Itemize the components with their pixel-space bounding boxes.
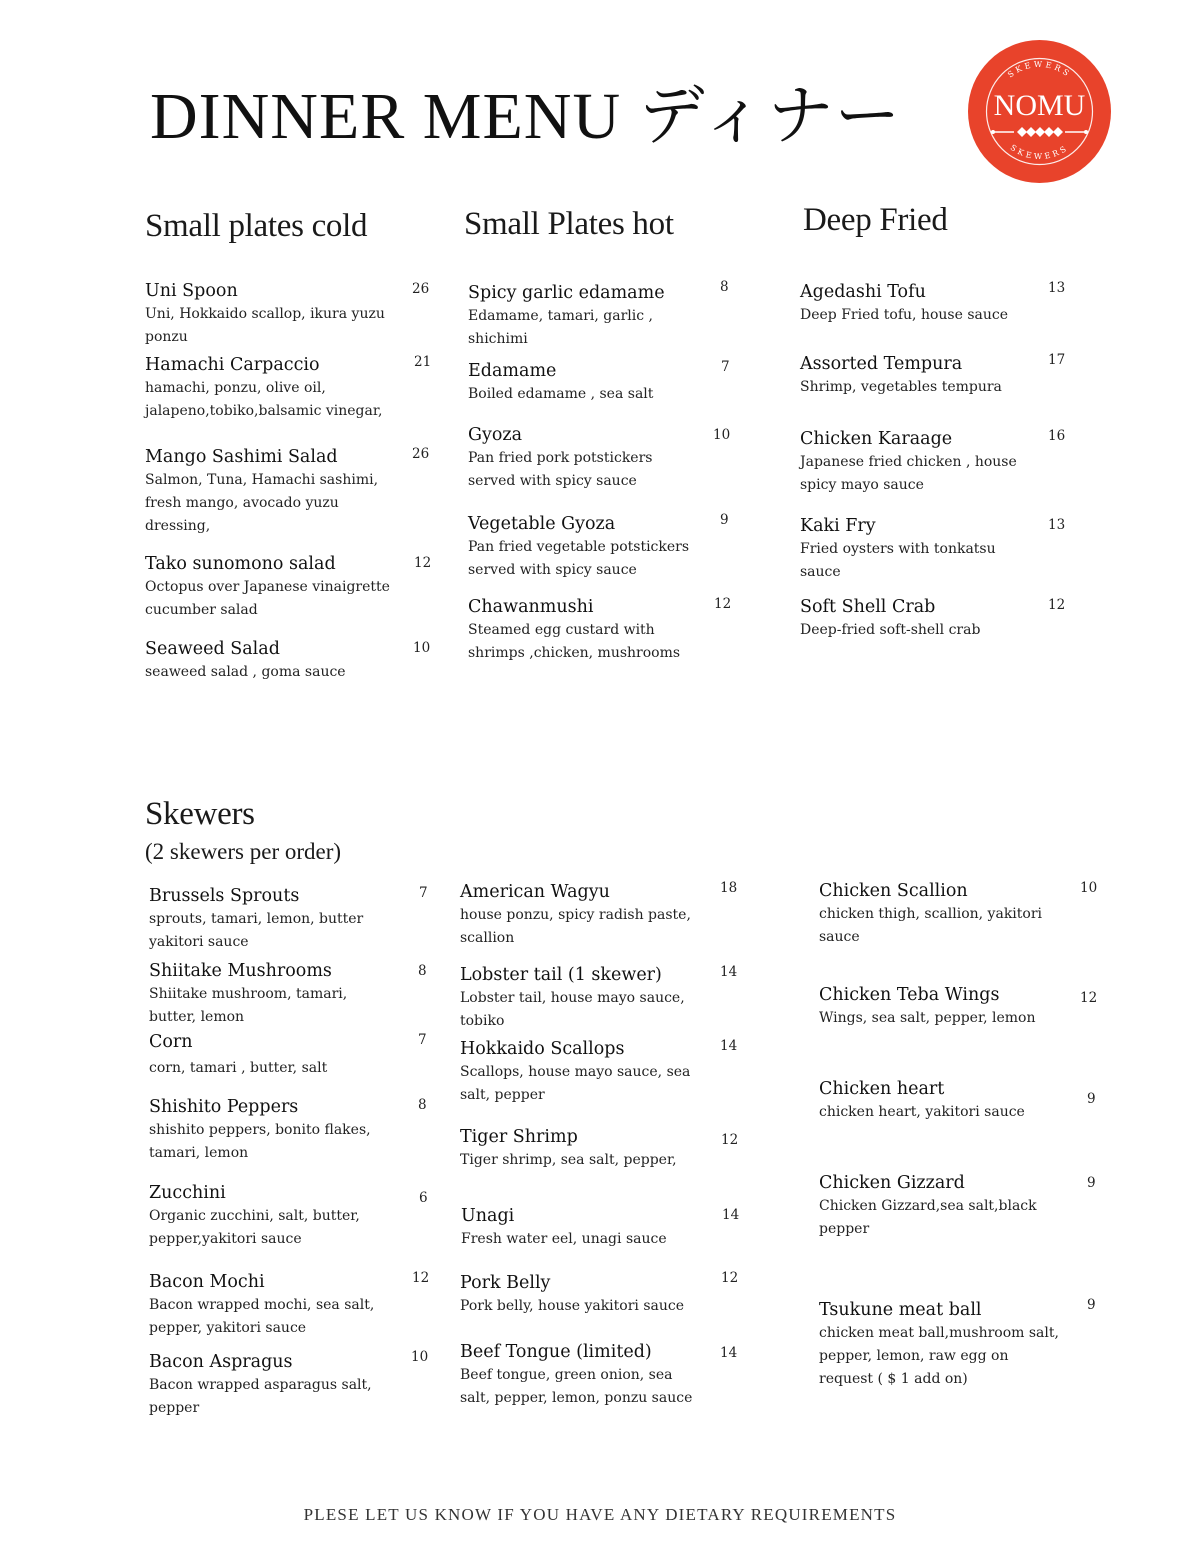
item-description: Beef tongue, green onion, sea salt, pepper, lemon, ponzu sauce <box>460 1367 693 1406</box>
item-price: 10 <box>413 640 431 656</box>
menu-item <box>460 1126 700 1172</box>
item-name: Lobster tail (1 skewer) <box>460 965 662 985</box>
item-name: Zucchini <box>149 1183 226 1203</box>
item-name: Soft Shell Crab <box>800 597 936 617</box>
item-price: 9 <box>720 512 729 528</box>
item-description: Uni, Hokkaido scallop, ikura yuzu ponzu <box>145 306 385 345</box>
item-price: 10 <box>713 427 731 443</box>
item-description: Shiitake mushroom, tamari, butter, lemon <box>149 986 348 1025</box>
menu-item <box>468 360 703 406</box>
menu-item <box>819 1078 1059 1124</box>
menu-item <box>145 553 395 622</box>
menu-item <box>460 964 700 1033</box>
item-price: 9 <box>1087 1175 1096 1191</box>
menu-title: DINNER MENU ディナー <box>150 80 902 153</box>
item-description: Pork belly, house yakitori sauce <box>460 1298 685 1314</box>
menu-item <box>149 1182 389 1251</box>
item-name: Hokkaido Scallops <box>460 1039 625 1059</box>
item-description: Octopus over Japanese vinaigrette cucumber salad <box>145 579 390 618</box>
menu-item <box>149 885 389 954</box>
item-name: Gyoza <box>468 425 523 445</box>
item-price: 26 <box>412 281 430 297</box>
item-name: Uni Spoon <box>145 281 238 301</box>
item-description: chicken meat ball,mushroom salt, pepper, lemon, raw egg on request ( $ 1 add on) <box>819 1325 1059 1387</box>
menu-item <box>819 1172 1059 1241</box>
item-name: Kaki Fry <box>800 516 876 536</box>
item-name: American Wagyu <box>460 882 610 902</box>
menu-item <box>819 880 1059 949</box>
item-name: Beef Tongue (limited) <box>460 1342 652 1362</box>
logo-name: NOMU <box>993 89 1086 122</box>
menu-item <box>149 960 389 1029</box>
item-name: Brussels Sprouts <box>149 886 300 906</box>
menu-item <box>800 596 1035 642</box>
menu-item <box>468 513 708 582</box>
item-description: Japanese fried chicken , house spicy mayo sauce <box>800 454 1017 493</box>
item-description: Fresh water eel, unagi sauce <box>461 1231 667 1247</box>
item-description: house ponzu, spicy radish paste, scallion <box>460 907 691 946</box>
item-name: Chawanmushi <box>468 597 594 617</box>
item-price: 8 <box>418 1097 427 1113</box>
item-description: Pan fried vegetable potstickers served with spicy sauce <box>468 539 690 578</box>
item-description: Tiger shrimp, sea salt, pepper, <box>460 1152 677 1168</box>
item-name: Seaweed Salad <box>145 639 280 659</box>
skewers-subheading: (2 skewers per order) <box>145 839 342 864</box>
dietary-notice: PLESE LET US KNOW IF YOU HAVE ANY DIETARY REQUIREMENTS <box>303 1505 897 1524</box>
menu-item <box>460 1038 700 1107</box>
item-price: 13 <box>1048 517 1066 533</box>
menu-item <box>145 638 395 684</box>
item-price: 10 <box>411 1349 429 1365</box>
item-description: Edamame, tamari, garlic , shichimi <box>468 308 653 347</box>
item-description: Deep-fried soft-shell crab <box>800 622 981 638</box>
item-description: Pan fried pork potstickers served with spicy sauce <box>468 450 653 489</box>
item-description: Wings, sea salt, pepper, lemon <box>819 1010 1036 1026</box>
menu-item <box>468 596 708 665</box>
item-price: 14 <box>720 1345 738 1361</box>
item-description: Boiled edamame , sea salt <box>468 386 654 402</box>
item-name: Bacon Aspragus <box>149 1352 293 1372</box>
item-price: 12 <box>721 1270 739 1286</box>
item-name: Mango Sashimi Salad <box>145 447 338 467</box>
item-price: 26 <box>412 446 430 462</box>
menu-item <box>800 353 1035 399</box>
item-name: Chicken Scallion <box>819 881 968 901</box>
menu-item <box>145 446 395 538</box>
item-price: 12 <box>1080 990 1098 1006</box>
logo-ring-text-bottom: SKEWERS <box>1008 142 1071 162</box>
item-price: 12 <box>412 1270 430 1286</box>
heading-small-plates-cold: Small plates cold <box>145 208 368 244</box>
menu-item <box>800 515 1025 584</box>
menu-item <box>461 1205 701 1251</box>
menu-item <box>149 1031 389 1080</box>
menu-item <box>460 1341 705 1410</box>
item-description: chicken thigh, scallion, yakitori sauce <box>819 906 1043 945</box>
item-name: Tsukune meat ball <box>819 1300 982 1320</box>
menu-item <box>145 280 395 349</box>
item-price: 7 <box>418 1032 427 1048</box>
item-name: Hamachi Carpaccio <box>145 355 320 375</box>
item-price: 12 <box>714 596 732 612</box>
menu-item <box>819 984 1059 1030</box>
item-description: Steamed egg custard with shrimps ,chicken, mushrooms <box>468 622 681 661</box>
heading-small-plates-hot: Small Plates hot <box>464 206 674 242</box>
item-price: 16 <box>1048 428 1066 444</box>
item-description: chicken heart, yakitori sauce <box>819 1104 1025 1120</box>
item-price: 10 <box>1080 880 1098 896</box>
menu-item <box>800 428 1035 497</box>
item-price: 12 <box>1048 597 1066 613</box>
item-price: 13 <box>1048 280 1066 296</box>
item-price: 9 <box>1087 1091 1096 1107</box>
item-price: 6 <box>419 1190 428 1206</box>
menu-item <box>819 1299 1059 1391</box>
menu-item <box>800 281 1035 327</box>
item-description: sprouts, tamari, lemon, butter yakitori sauce <box>149 911 364 950</box>
item-description: Chicken Gizzard,sea salt,black pepper <box>819 1198 1037 1237</box>
heading-skewers: Skewers <box>145 796 255 832</box>
item-description: seaweed salad , goma sauce <box>145 664 346 680</box>
item-name: Edamame <box>468 361 557 381</box>
menu-item <box>468 282 703 351</box>
item-name: Vegetable Gyoza <box>468 514 616 534</box>
item-name: Corn <box>149 1032 193 1052</box>
logo-ring-text-top: SKEWERS <box>1005 59 1074 80</box>
menu-item <box>149 1351 389 1420</box>
item-price: 17 <box>1048 352 1066 368</box>
item-name: Chicken heart <box>819 1079 945 1099</box>
item-price: 18 <box>720 880 738 896</box>
item-price: 8 <box>720 279 729 295</box>
item-name: Assorted Tempura <box>800 354 963 374</box>
item-description: Salmon, Tuna, Hamachi sashimi, fresh mango, avocado yuzu dressing, <box>145 472 379 534</box>
item-name: Pork Belly <box>460 1273 551 1293</box>
menu-item <box>460 881 700 950</box>
item-description: corn, tamari , butter, salt <box>149 1060 328 1076</box>
item-description: Lobster tail, house mayo sauce, tobiko <box>460 990 685 1029</box>
item-price: 14 <box>720 964 738 980</box>
item-description: Bacon wrapped asparagus salt, pepper <box>149 1377 372 1416</box>
item-name: Shiitake Mushrooms <box>149 961 332 981</box>
item-price: 7 <box>721 359 730 375</box>
item-price: 14 <box>722 1207 740 1223</box>
menu-item <box>149 1271 389 1340</box>
item-description: Shrimp, vegetables tempura <box>800 379 1002 395</box>
item-description: Organic zucchini, salt, butter, pepper,yakitori sauce <box>149 1208 360 1247</box>
item-name: Bacon Mochi <box>149 1272 265 1292</box>
item-name: Unagi <box>461 1206 515 1226</box>
item-price: 14 <box>720 1038 738 1054</box>
item-name: Chicken Gizzard <box>819 1173 965 1193</box>
item-name: Spicy garlic edamame <box>468 283 665 303</box>
item-description: hamachi, ponzu, olive oil, jalapeno,tobiko,balsamic vinegar, <box>145 380 383 419</box>
item-price: 12 <box>414 555 432 571</box>
item-name: Tiger Shrimp <box>460 1127 578 1147</box>
menu-item <box>468 424 703 493</box>
heading-deep-fried: Deep Fried <box>803 202 948 238</box>
item-name: Shishito Peppers <box>149 1097 299 1117</box>
item-price: 9 <box>1087 1297 1096 1313</box>
item-description: shishito peppers, bonito flakes, tamari, lemon <box>149 1122 371 1161</box>
item-description: Fried oysters with tonkatsu sauce <box>800 541 996 580</box>
item-description: Deep Fried tofu, house sauce <box>800 307 1008 323</box>
item-price: 21 <box>414 354 432 370</box>
item-price: 7 <box>419 885 428 901</box>
menu-item <box>149 1096 389 1165</box>
item-description: Scallops, house mayo sauce, sea salt, pepper <box>460 1064 691 1103</box>
nomu-logo <box>968 40 1111 183</box>
item-price: 8 <box>418 963 427 979</box>
menu-item <box>460 1272 700 1318</box>
item-description: Bacon wrapped mochi, sea salt, pepper, yakitori sauce <box>149 1297 375 1336</box>
menu-item <box>145 354 407 423</box>
item-price: 12 <box>721 1132 739 1148</box>
item-name: Tako sunomono salad <box>145 554 336 574</box>
item-name: Chicken Teba Wings <box>819 985 1000 1005</box>
item-name: Agedashi Tofu <box>800 282 926 302</box>
item-name: Chicken Karaage <box>800 429 953 449</box>
